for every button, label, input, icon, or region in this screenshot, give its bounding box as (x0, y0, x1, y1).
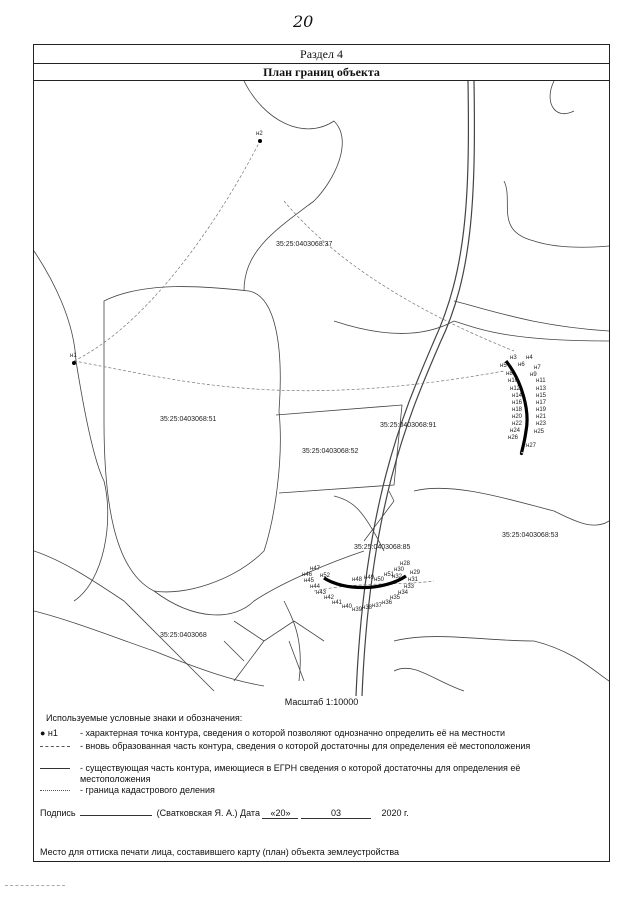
point-label: н43 (316, 590, 326, 596)
point-label: н33 (404, 584, 414, 590)
point-label: н6 (518, 362, 525, 368)
point-label: н5 (500, 363, 507, 369)
point-label: н13 (536, 386, 546, 392)
date-year: 2020 г. (381, 808, 409, 818)
parcel-label-37: 35:25:0403068:37 (276, 241, 333, 248)
east-point-labels (500, 355, 547, 449)
new-boundary (324, 361, 527, 588)
point-label: н25 (534, 429, 544, 435)
parcel-label-91: 35:25:0403068:91 (380, 422, 437, 429)
point-label: н8 (506, 371, 513, 377)
point-label: н11 (536, 378, 546, 384)
point-label: н47 (310, 566, 320, 572)
signature-label: Подпись (40, 808, 76, 818)
parcel-label-51: 35:25:0403068:51 (160, 416, 217, 423)
point-label: н18 (512, 407, 522, 413)
point-label: н35 (390, 595, 400, 601)
point-label: н22 (512, 421, 522, 427)
legend-symbol-point: ● н1 (40, 728, 58, 738)
point-label: н46 (302, 572, 312, 578)
point-label: н14 (512, 393, 522, 399)
point-label: н45 (304, 578, 314, 584)
point-label: н19 (536, 407, 546, 413)
parcel-label-85: 35:25:0403068:85 (354, 544, 411, 551)
point-label: н31 (408, 577, 418, 583)
point-label: н44 (310, 584, 320, 590)
point-label: н36 (382, 600, 392, 606)
point-label: н50 (374, 577, 384, 583)
point-label: н23 (536, 421, 546, 427)
point-label: н20 (512, 414, 522, 420)
point-label: н30 (394, 567, 404, 573)
point-label: н3 (510, 355, 517, 361)
point-label: н52 (320, 573, 330, 579)
point-label: н32 (392, 574, 402, 580)
point-label: н15 (536, 393, 546, 399)
legend-symbol-new-part (40, 746, 70, 747)
legend-symbol-existing-part (40, 768, 70, 769)
point-label: н4 (526, 355, 533, 361)
point-label: н51 (384, 572, 394, 578)
point-label: н24 (510, 428, 520, 434)
point-label: н28 (400, 561, 410, 567)
point-label: н26 (508, 435, 518, 441)
legend-text-cadastral-division: - граница кадастрового деления (80, 785, 215, 795)
point-label: н7 (534, 365, 541, 371)
boundary-map (34, 81, 609, 696)
legend-text-new-part: - вновь образованная часть контура, сведения о которой достаточны для определения её местоположения (80, 741, 531, 751)
point-label: н17 (536, 400, 546, 406)
point-label: н10 (508, 378, 518, 384)
signature-line (80, 815, 152, 816)
point-label: н16 (512, 400, 522, 406)
cadastral-division-line (74, 141, 514, 591)
date-day: «20» (262, 808, 298, 819)
page-title: План границ объекта (34, 64, 609, 81)
legend-text-existing-part: - существующая часть контура, имеющиеся в ЕГРН сведения о которой достаточны для определения её местоположения (80, 763, 521, 784)
point-label: н38 (362, 605, 372, 611)
map-scale: Масштаб 1:10000 (284, 697, 359, 707)
point-label: н37 (372, 603, 382, 609)
point-label: н21 (536, 414, 546, 420)
legend-title: Используемые условные знаки и обозначения: (46, 713, 243, 723)
point-label: н9 (530, 372, 537, 378)
point-label: н27 (526, 443, 536, 449)
parcel-label-52: 35:25:0403068:52 (302, 448, 359, 455)
legend-symbol-cadastral-division (40, 790, 70, 791)
cadastral-block-label: 35:25:0403068 (160, 632, 207, 639)
point-label-n1: н1 (70, 353, 77, 359)
point-label: н41 (332, 600, 342, 606)
section-heading: Раздел 4 (34, 45, 609, 64)
point-label: н40 (342, 604, 352, 610)
parcel-label-53: 35:25:0403068:53 (502, 532, 559, 539)
stamp-place-text: Место для оттиска печати лица, составившего карту (план) объекта землеустройства (40, 847, 399, 857)
point-label: н12 (510, 386, 520, 392)
point-label: н34 (398, 590, 408, 596)
signature-row (40, 808, 409, 819)
signer-name: (Сватковская Я. А.) (156, 808, 238, 818)
point-label: н42 (324, 595, 334, 601)
page-number: 20 (293, 12, 314, 31)
point-label: н48 (352, 577, 362, 583)
point-marker-n2 (258, 139, 262, 143)
date-label: Дата (240, 808, 260, 818)
date-month: 03 (301, 808, 371, 819)
legend-text-point: - характерная точка контура, сведения о которой позволяют однозначно определить её на местности (80, 728, 506, 738)
point-label: н39 (352, 607, 362, 613)
point-label-n2: н2 (256, 131, 263, 137)
footer-mark (5, 885, 65, 886)
point-marker-n1 (72, 361, 76, 365)
point-label: н29 (410, 570, 420, 576)
point-label: н49 (364, 575, 374, 581)
